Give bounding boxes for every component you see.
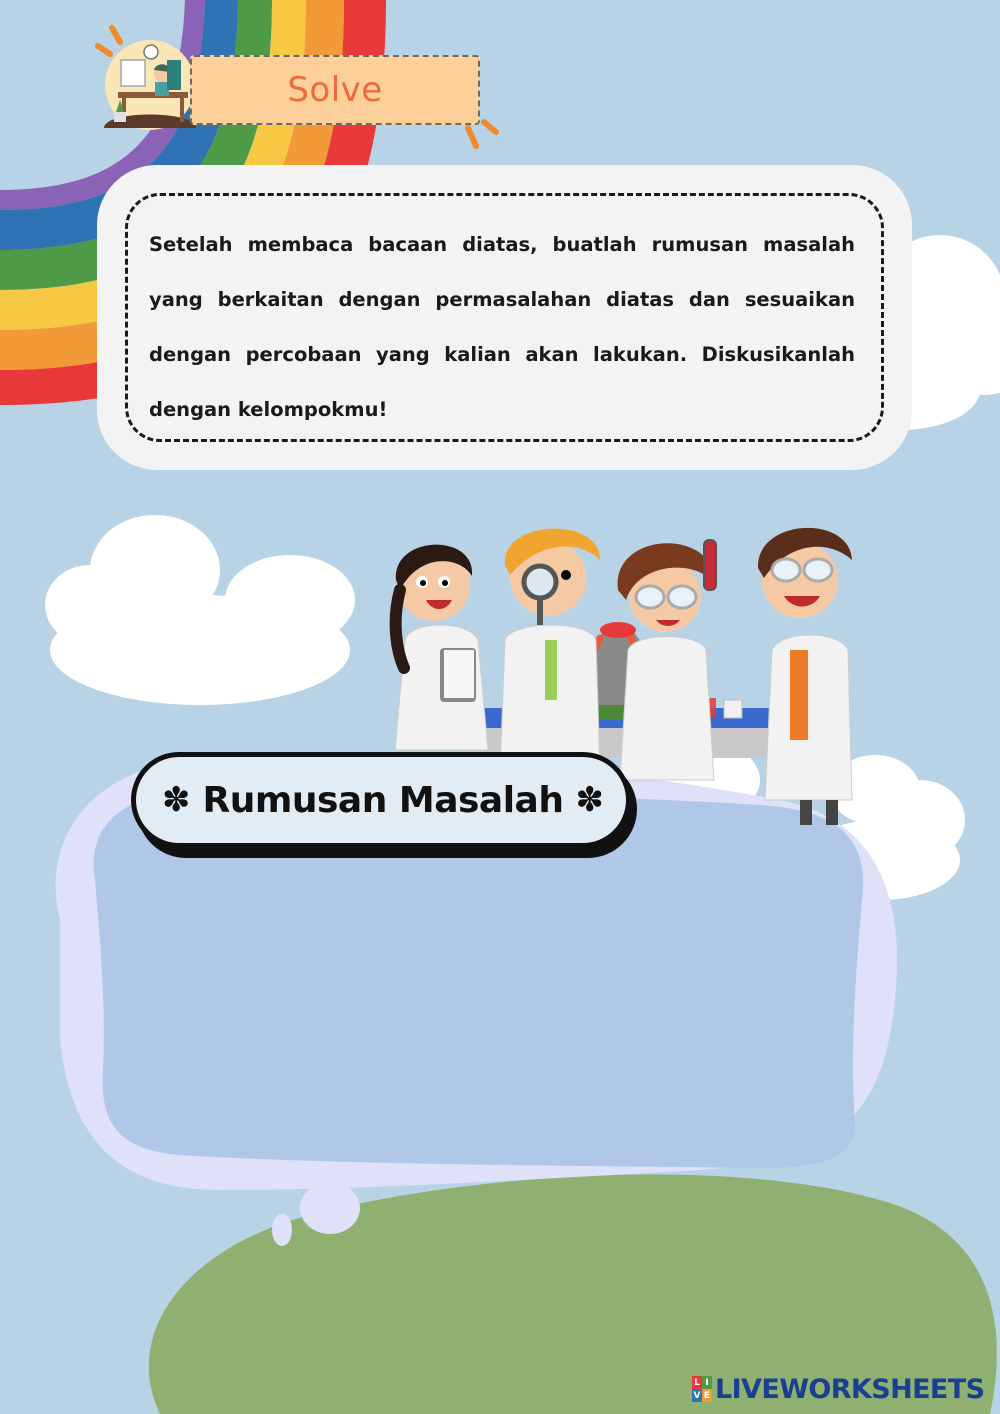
brand-badge-letter: L bbox=[692, 1376, 702, 1389]
answer-input[interactable] bbox=[120, 850, 844, 1134]
brand-badge-letter: E bbox=[703, 1390, 711, 1401]
flower-icon: ✽ bbox=[162, 780, 191, 820]
section-title: Rumusan Masalah bbox=[202, 779, 564, 821]
sparkle-left bbox=[98, 28, 120, 54]
liveworksheets-logo bbox=[692, 1372, 984, 1406]
cloud-left bbox=[45, 515, 355, 705]
sparkle-right bbox=[468, 122, 496, 146]
instruction-text: Setelah membaca bacaan diatas, buatlah rumusan masalah yang berkaitan dengan permasalahan diatas dan sesuaikan dengan percobaan yang kalian akan lakukan. Diskusikanlah dengan kelompokmu! bbox=[149, 233, 855, 421]
flower-icon: ✽ bbox=[575, 780, 604, 820]
section-label bbox=[131, 752, 631, 848]
solve-title: Solve bbox=[287, 70, 383, 110]
solve-header-tab bbox=[190, 55, 480, 125]
brand-badge-icon bbox=[692, 1376, 712, 1402]
brand-badge-letter: I bbox=[702, 1376, 712, 1389]
bubble-large bbox=[300, 1182, 360, 1234]
instruction-card bbox=[97, 165, 912, 470]
brand-badge-letter: V bbox=[693, 1390, 701, 1401]
bubble-small bbox=[272, 1214, 292, 1246]
brand-name: LIVEWORKSHEETS bbox=[715, 1373, 985, 1405]
